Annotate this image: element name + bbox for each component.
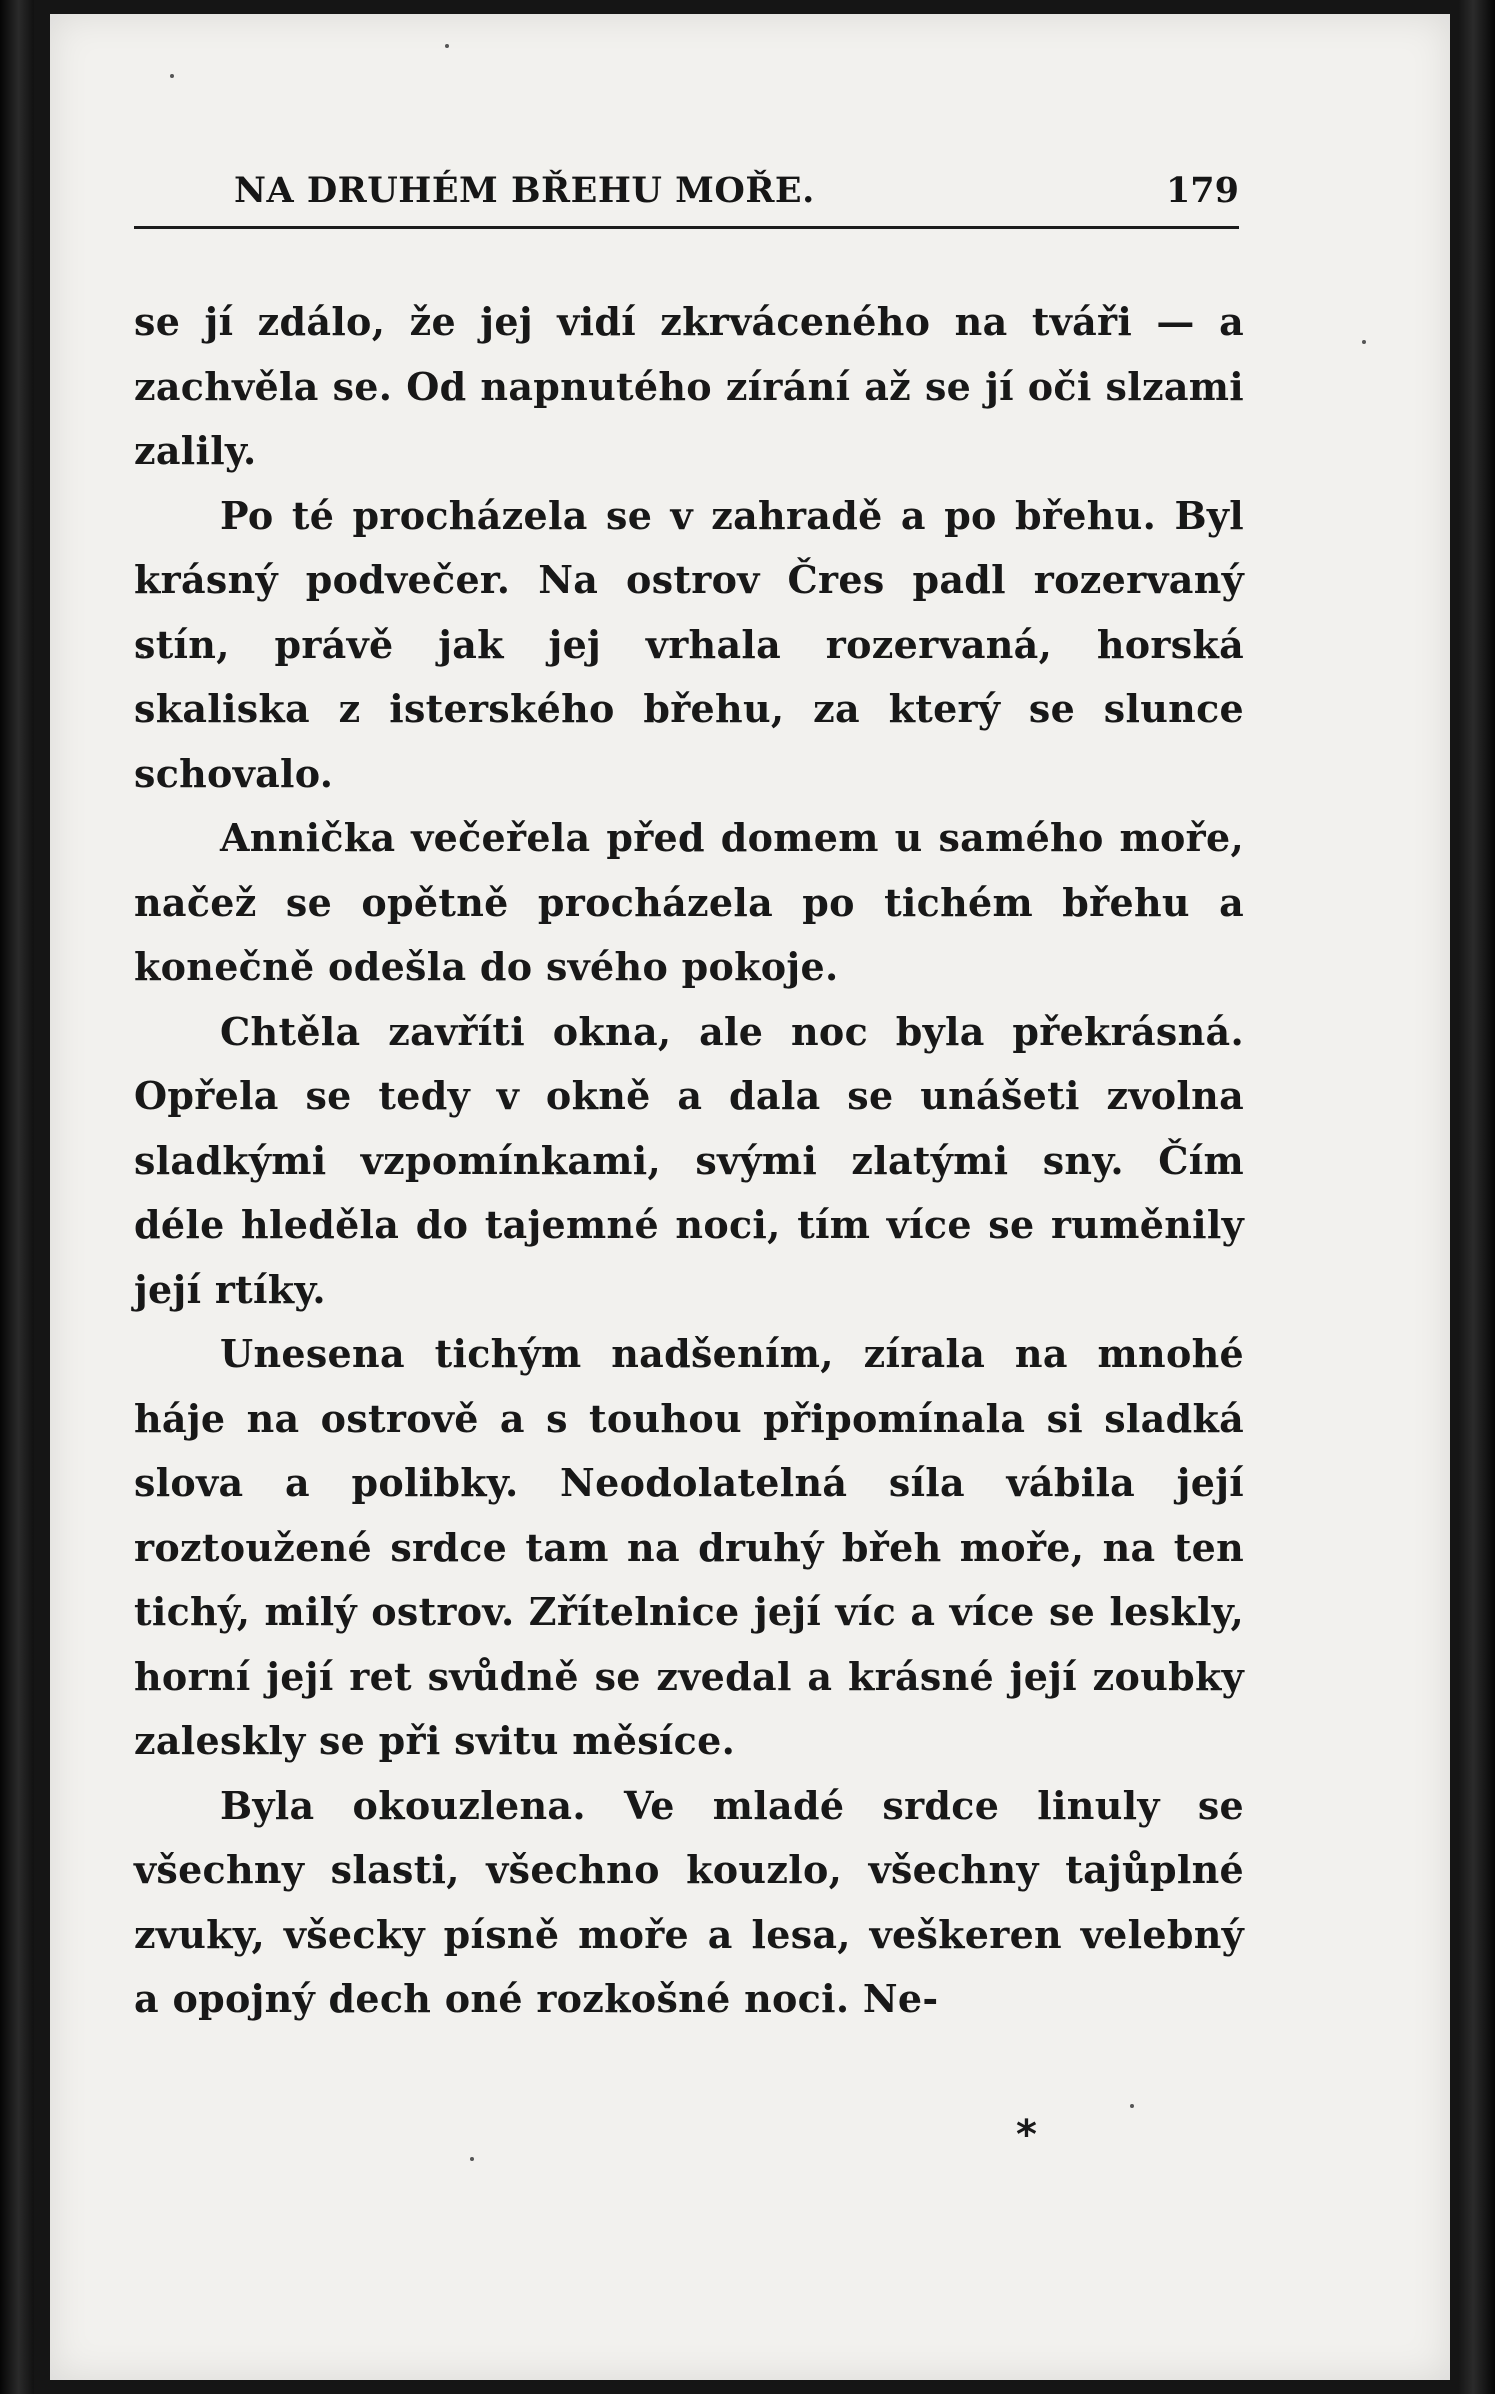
signature-mark: * [1016,2112,1037,2158]
paper-speck [445,44,449,48]
paragraph-4: Chtěla zavříti okna, ale noc byla překrásná. Opřela se tedy v okně a dala se unášeti zvolna sladkými vzpomínkami, svými zlatými sny. Čím déle hleděla do tajemné noci, tím více se ruměnily její rtíky. [134,1008,1244,1312]
paper-speck [470,2157,474,2161]
paper-speck [1130,2104,1134,2108]
paragraph-6: Byla okouzlena. Ve mladé srdce linuly se všechny slasti, všechno kouzlo, všechny tajůplné zvuky, všecky písně moře a lesa, veškeren velebný a opojný dech oné rozkošné noci. Ne- [134,1782,1244,2021]
running-header [134,158,1239,229]
scan-shadow-left [0,0,34,2394]
running-title: NA DRUHÉM BŘEHU MOŘE. [234,170,815,211]
body-text [134,290,1244,2032]
paragraph-3: Annička večeřela před domem u samého moře, načež se opětně procházela po tichém břehu a konečně odešla do svého pokoje. [134,815,1244,989]
paper-speck [170,74,174,78]
paragraph-2: Po té procházela se v zahradě a po břehu. Byl krásný podvečer. Na ostrov Čres padl rozervaný stín, právě jak jej vrhala rozervaná, horská skaliska z isterského břehu, za který se slunce schovalo. [134,492,1244,796]
paragraph-5: Unesena tichým nadšením, zírala na mnohé háje na ostrově a s touhou připomínala si sladká slova a polibky. Neodolatelná síla vábila její roztoužené srdce tam na druhý břeh moře, na ten tichý, milý ostrov. Zřítelnice její víc a více se leskly, horní její ret svůdně se zvedal a krásné její zoubky zaleskly se při svitu měsíce. [134,1331,1244,1763]
page-number: 179 [1165,170,1239,211]
paragraph-1: se jí zdálo, že jej vidí zkrváceného na tváři — a zachvěla se. Od napnutého zírání až se jí oči slzami zalily. [134,299,1244,473]
scan-shadow-right [1459,0,1495,2394]
paper-speck [1362,340,1366,344]
